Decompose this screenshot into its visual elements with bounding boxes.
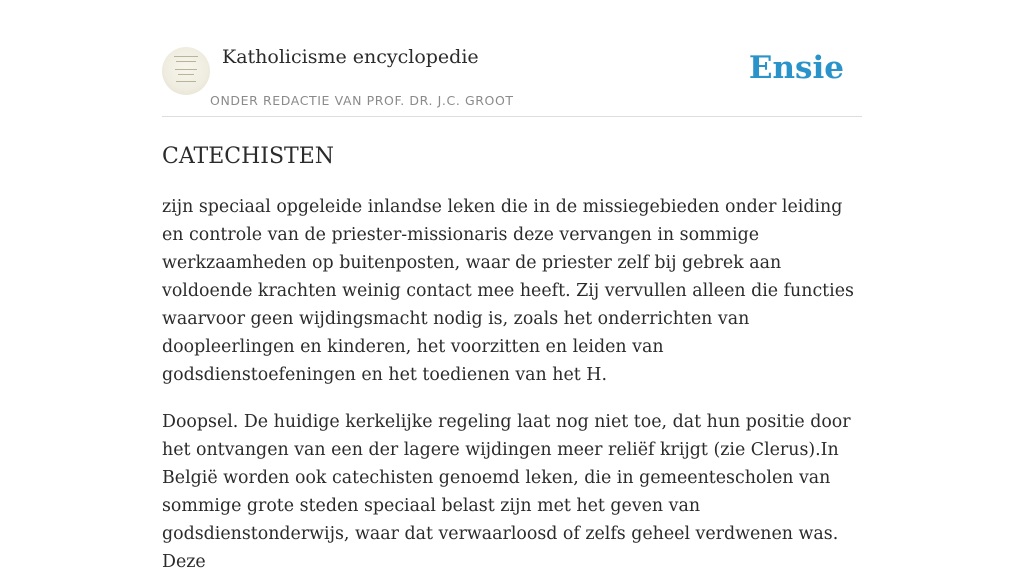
page: [162, 0, 862, 576]
article-paragraph: zijn speciaal opgeleide inlandse leken die in de missiegebieden onder leiding en controle van de priester-missionaris deze vervangen in sommige werkzaamheden op buitenposten, waar de priester zelf bij gebrek aan voldoende krachten weinig contact mee heeft. Zij vervullen alleen die functies waarvoor geen wijdingsmacht nodig is, zoals het onderrichten van doopleerlingen en kinderen, het voorzitten en leiden van godsdienstoefeningen en het toedienen van het H.: [162, 197, 854, 385]
entry-title: CATECHISTEN: [162, 144, 335, 169]
article-paragraph: Doopsel. De huidige kerkelijke regeling laat nog niet toe, dat hun positie door het ontvangen van een der lagere wijdingen meer reliëf krijgt (zie Clerus).In België worden ook catechisten genoemd leken, die in gemeentescholen van sommige grote steden speciaal belast zijn met het geven van godsdienstonderwijs, waar dat verwaarloosd of zelfs geheel verdwenen was. Deze: [162, 412, 851, 572]
ensie-logo[interactable]: Ensie: [748, 50, 844, 86]
editor-subtitle: ONDER REDACTIE VAN PROF. DR. J.C. GROOT: [210, 93, 514, 108]
encyclopedia-title[interactable]: Katholicisme encyclopedie: [222, 46, 479, 68]
header: [162, 0, 862, 117]
book-cover-thumbnail[interactable]: [162, 47, 210, 95]
